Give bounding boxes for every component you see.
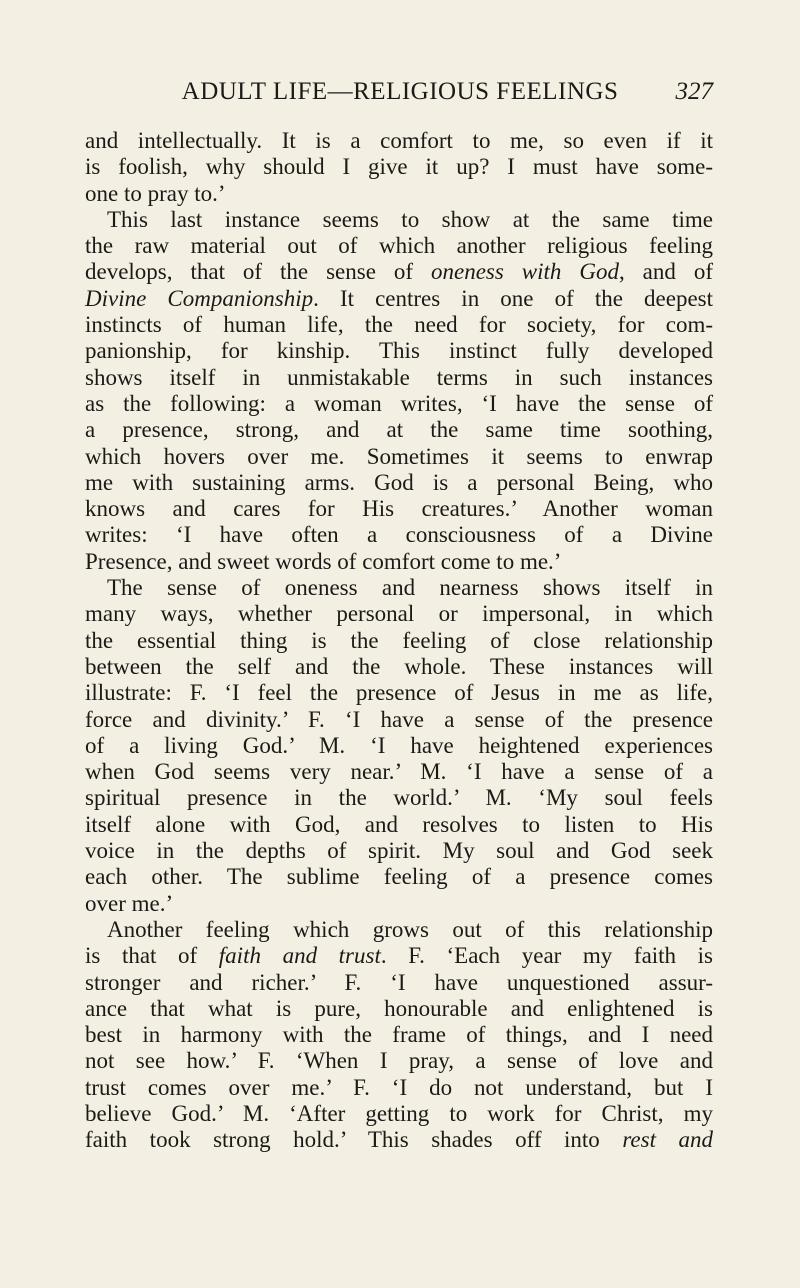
page-number: 327: [675, 78, 713, 105]
italic-phrase: rest and: [622, 1127, 714, 1153]
text-line: me with sustaining arms. God is a personal Being, who: [85, 469, 713, 495]
text-line: instincts of human life, the need for society, for com-: [85, 312, 713, 338]
text-line: a presence, strong, and at the same time soothing,: [85, 417, 713, 443]
text-line: many ways, whether personal or impersonal, in which: [85, 601, 713, 627]
text-line: one to pray to.’: [85, 180, 226, 206]
text-line: ance that what is pure, honourable and enlightened is: [85, 995, 713, 1021]
text-line: force and divinity.’ F. ‘I have a sense of the presence: [85, 706, 713, 732]
text-line: knows and cares for His creatures.’ Another woman: [85, 496, 713, 522]
text-line: itself alone with God, and resolves to listen to His: [85, 811, 713, 837]
text-line: the raw material out of which another religious feeling: [85, 233, 713, 259]
text-line: best in harmony with the frame of things, and I need: [85, 1022, 713, 1048]
text-line: voice in the depths of spirit. My soul and God seek: [85, 838, 713, 864]
text-line: develops, that of the sense of oneness with God, and of: [85, 259, 713, 285]
text-line: spiritual presence in the world.’ M. ‘My soul feels: [85, 785, 713, 811]
text-line: writes: ‘I have often a consciousness of a Divine: [85, 522, 713, 548]
text-line: shows itself in unmistakable terms in such instances: [85, 364, 713, 390]
text-line: over me.’: [85, 890, 174, 916]
text-line: not see how.’ F. ‘When I pray, a sense of love and: [85, 1048, 713, 1074]
running-head: ADULT LIFE—RELIGIOUS FEELINGS: [181, 78, 619, 105]
text-line: panionship, for kinship. This instinct fully developed: [85, 338, 713, 364]
text-line: illustrate: F. ‘I feel the presence of Jesus in me as life,: [85, 680, 713, 706]
text-line: the essential thing is the feeling of close relationship: [85, 627, 713, 653]
text-line: is foolish, why should I give it up? I must have some-: [85, 154, 713, 180]
text-line: believe God.’ M. ‘After getting to work for Christ, my: [85, 1100, 713, 1126]
text-line: each other. The sublime feeling of a presence comes: [85, 864, 713, 890]
body-text: [85, 128, 713, 1154]
italic-phrase: oneness with God: [430, 259, 619, 285]
text-line: stronger and richer.’ F. ‘I have unquestioned assur-: [85, 969, 713, 995]
text-line: Presence, and sweet words of comfort come to me.’: [85, 548, 562, 574]
text-line: between the self and the whole. These instances will: [85, 653, 713, 679]
text-line: which hovers over me. Sometimes it seems to enwrap: [85, 443, 713, 469]
text-line: This last instance seems to show at the same time: [107, 206, 713, 232]
text-line: trust comes over me.’ F. ‘I do not understand, but I: [85, 1074, 713, 1100]
text-line: Divine Companionship. It centres in one of the deepest: [85, 285, 713, 311]
text-line: as the following: a woman writes, ‘I have the sense of: [85, 390, 713, 416]
italic-phrase: Divine Companionship: [85, 285, 314, 311]
text-line: and intellectually. It is a comfort to me, so even if it: [85, 128, 713, 153]
text-line: The sense of oneness and nearness shows itself in: [107, 575, 713, 601]
text-line: faith took strong hold.’ This shades off into rest and: [85, 1127, 714, 1153]
italic-phrase: faith and trust: [218, 943, 381, 969]
text-line: Another feeling which grows out of this relationship: [107, 916, 713, 942]
text-line: when God seems very near.’ M. ‘I have a sense of a: [85, 759, 713, 785]
text-line: is that of faith and trust. F. ‘Each year my faith is: [85, 943, 713, 969]
text-line: of a living God.’ M. ‘I have heightened experiences: [85, 732, 713, 758]
